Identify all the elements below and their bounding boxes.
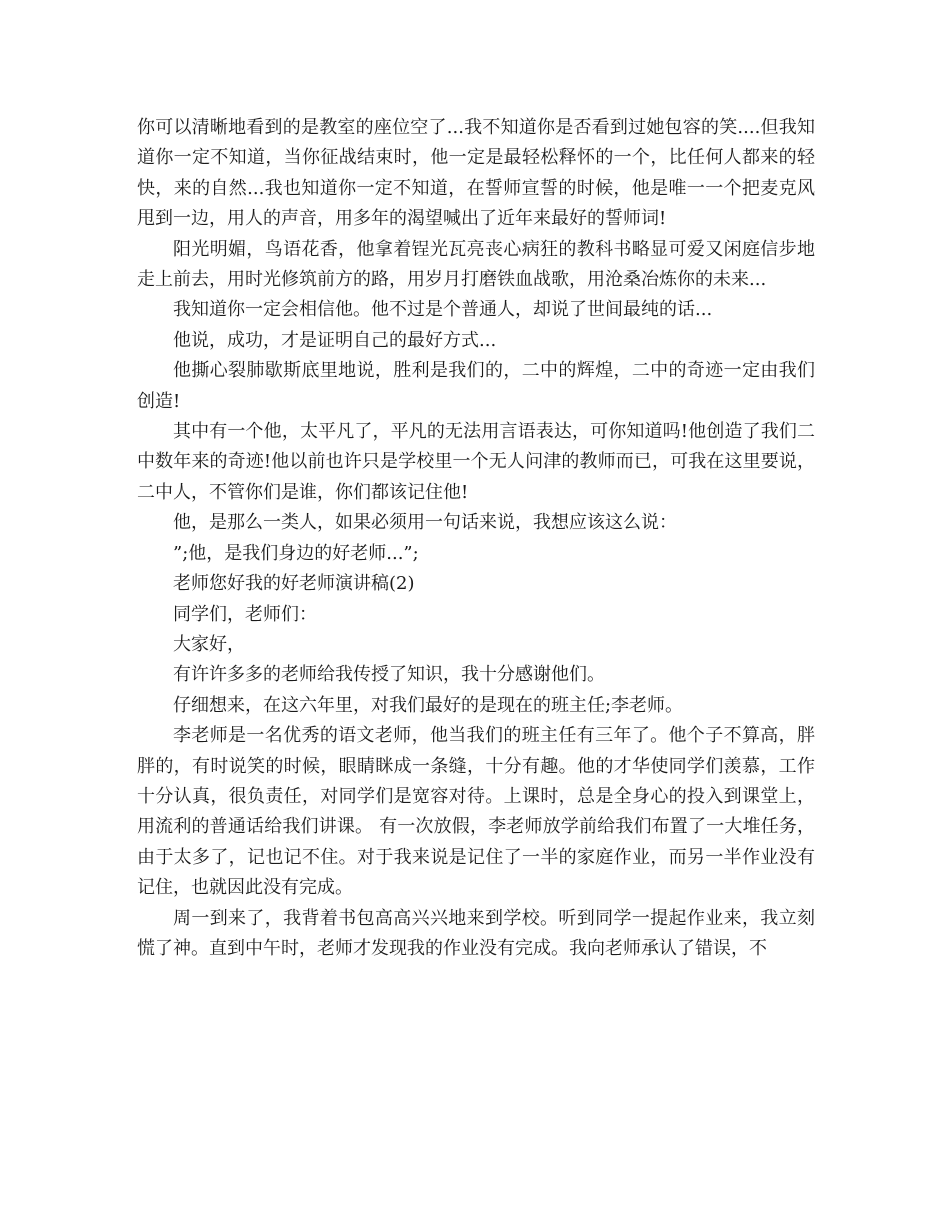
paragraph: 阳光明媚，鸟语花香，他拿着锃光瓦亮丧心病狂的教科书略显可爱又闲庭信步地走上前去，用时光修筑前方的路，用岁月打磨铁血战歌，用沧桑冶炼你的未来... [137,238,815,291]
paragraph: 仔细想来，在这六年里，对我们最好的是现在的班主任;李老师。 [173,694,684,716]
paragraph: 我知道你一定会相信他。他不过是个普通人，却说了世间最纯的话... [173,299,713,321]
paragraph: 你可以清晰地看到的是教室的座位空了...我不知道你是否看到过她包容的笑....但我知道你一定不知道，当你征战结束时，他一定是最轻松释怀的一个，比任何人都来的轻快，来的自然...我也知道你一定不知道，在誓师宣誓的时候，他是唯一一个把麦克风甩到一边，用人的声音，用多年的渴望喊出了近年来最好的誓师词! [137,117,815,230]
paragraph: 他说，成功，才是证明自己的最好方式... [173,329,497,351]
paragraph: 周一到来了，我背着书包高高兴兴地来到学校。听到同学一提起作业来，我立刻慌了神。直到中午时，老师才发现我的作业没有完成。我向老师承认了错误，不 [137,907,815,959]
greeting: 大家好， [173,633,245,655]
paragraph: 其中有一个他，太平凡了，平凡的无法用言语表达，可你知道吗!他创造了我们二中数年来的奇迹!他以前也许只是学校里一个无人问津的教师而已，可我在这里要说，二中人，不管你们是谁，你们都该记住他! [137,421,815,503]
paragraph: 李老师是一名优秀的语文老师，他当我们的班主任有三年了。他个子不算高，胖胖的，有时说笑的时候，眼睛眯成一条缝，十分有趣。他的才华使同学们羡慕，工作十分认真，很负责任，对同学们是宽容对待。上课时，总是全身心的投入到课堂上，用流利的普通话给我们讲课。 有一次放假，李老师放学前给我们布置了一大堆任务，由于太多了，记也记不住。对于我来说是记住了一半的家庭作业，而另一半作业没有记住，也就因此没有完成。 [137,725,815,899]
section-heading: 老师您好我的好老师演讲稿(2) [173,573,415,595]
paragraph: 他撕心裂肺歇斯底里地说，胜利是我们的，二中的辉煌，二中的奇迹一定由我们创造! [137,360,815,412]
paragraph: 他，是那么一类人，如果必须用一句话来说，我想应该这么说： [173,512,677,534]
paragraph: 有许许多多的老师给我传授了知识，我十分感谢他们。 [173,664,605,686]
document-body [137,113,815,964]
quote-paragraph: ”;他，是我们身边的好老师...”; [173,542,419,564]
salutation: 同学们，老师们： [173,603,317,625]
